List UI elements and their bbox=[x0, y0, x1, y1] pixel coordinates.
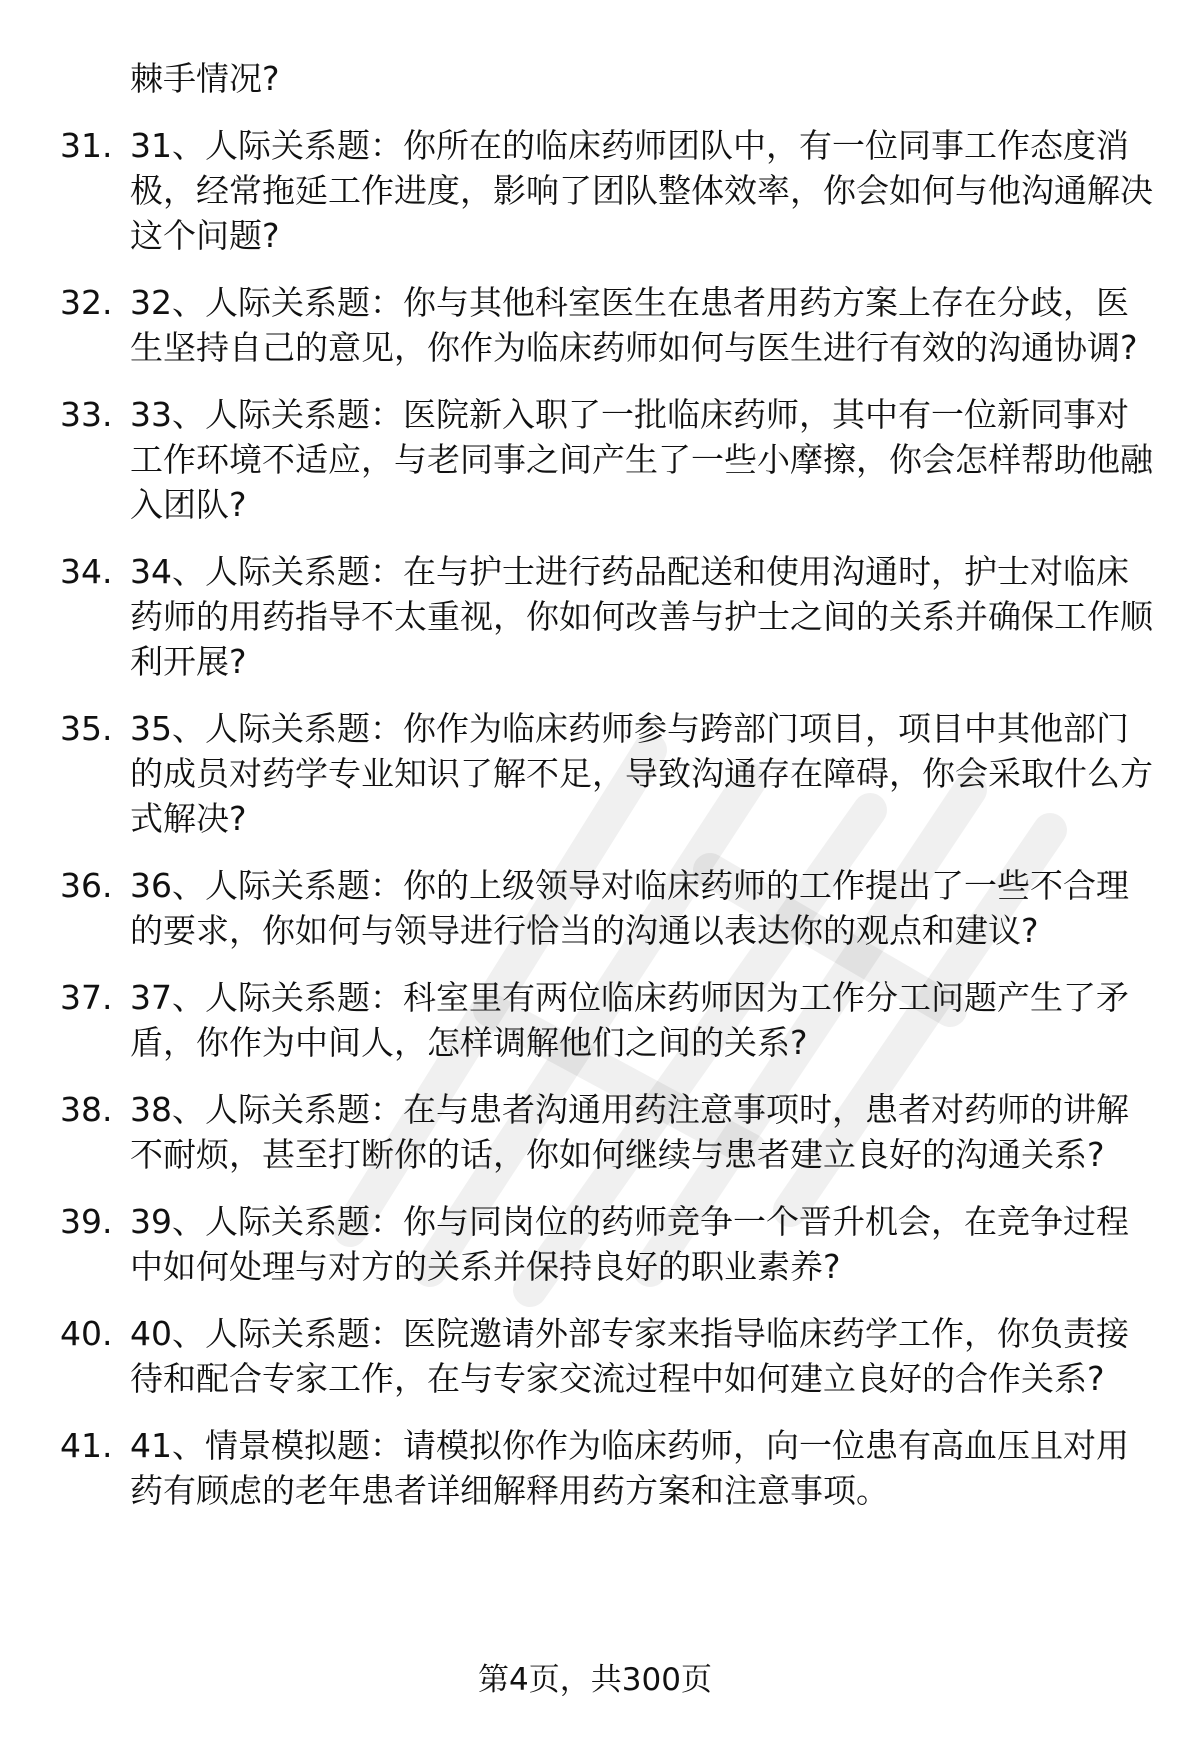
list-item bbox=[60, 975, 1155, 1065]
item-number: 39. bbox=[60, 1202, 113, 1241]
item-text: 41、情景模拟题：请模拟你作为临床药师，向一位患有高血压且对用药有顾虑的老年患者详细解释用药方案和注意事项。 bbox=[130, 1426, 1129, 1510]
item-text: 33、人际关系题：医院新入职了一批临床药师，其中有一位新同事对工作环境不适应，与老同事之间产生了一些小摩擦，你会怎样帮助他融入团队? bbox=[130, 395, 1153, 524]
item-text: 36、人际关系题：你的上级领导对临床药师的工作提出了一些不合理的要求，你如何与领导进行恰当的沟通以表达你的观点和建议? bbox=[130, 866, 1129, 950]
list-item bbox=[60, 1199, 1155, 1289]
item-number: 38. bbox=[60, 1090, 113, 1129]
item-text: 32、人际关系题：你与其他科室医生在患者用药方案上存在分歧，医生坚持自己的意见，你作为临床药师如何与医生进行有效的沟通协调? bbox=[130, 283, 1138, 367]
list-item bbox=[60, 392, 1155, 527]
list-item bbox=[60, 1311, 1155, 1401]
list-item bbox=[60, 706, 1155, 841]
item-text: 37、人际关系题：科室里有两位临床药师因为工作分工问题产生了矛盾，你作为中间人，怎样调解他们之间的关系? bbox=[130, 978, 1129, 1062]
item-text: 40、人际关系题：医院邀请外部专家来指导临床药学工作，你负责接待和配合专家工作，在与专家交流过程中如何建立良好的合作关系? bbox=[130, 1314, 1129, 1398]
item-text: 38、人际关系题：在与患者沟通用药注意事项时，患者对药师的讲解不耐烦，甚至打断你的话，你如何继续与患者建立良好的沟通关系? bbox=[130, 1090, 1129, 1174]
item-text: 31、人际关系题：你所在的临床药师团队中，有一位同事工作态度消极，经常拖延工作进度，影响了团队整体效率，你会如何与他沟通解决这个问题? bbox=[130, 126, 1153, 255]
item-number: 40. bbox=[60, 1314, 113, 1353]
question-list bbox=[60, 56, 1155, 1535]
item-number: 34. bbox=[60, 552, 113, 591]
list-item bbox=[60, 280, 1155, 370]
item-number: 41. bbox=[60, 1426, 113, 1465]
item-text: 34、人际关系题：在与护士进行药品配送和使用沟通时，护士对临床药师的用药指导不太重视，你如何改善与护士之间的关系并确保工作顺利开展? bbox=[130, 552, 1153, 681]
item-text: 35、人际关系题：你作为临床药师参与跨部门项目，项目中其他部门的成员对药学专业知识了解不足，导致沟通存在障碍，你会采取什么方式解决? bbox=[130, 709, 1153, 838]
continued-text: 棘手情况? bbox=[130, 59, 280, 98]
list-item bbox=[60, 549, 1155, 684]
item-number: 35. bbox=[60, 709, 113, 748]
list-item bbox=[60, 1087, 1155, 1177]
item-number: 32. bbox=[60, 283, 113, 322]
item-number: 31. bbox=[60, 126, 113, 165]
list-item bbox=[60, 1423, 1155, 1513]
list-item bbox=[60, 123, 1155, 258]
item-number: 36. bbox=[60, 866, 113, 905]
item-number: 37. bbox=[60, 978, 113, 1017]
list-item bbox=[60, 863, 1155, 953]
page-footer: 第4页，共300页 bbox=[478, 1662, 712, 1698]
item-text: 39、人际关系题：你与同岗位的药师竞争一个晋升机会，在竞争过程中如何处理与对方的关系并保持良好的职业素养? bbox=[130, 1202, 1129, 1286]
item-number: 33. bbox=[60, 395, 113, 434]
